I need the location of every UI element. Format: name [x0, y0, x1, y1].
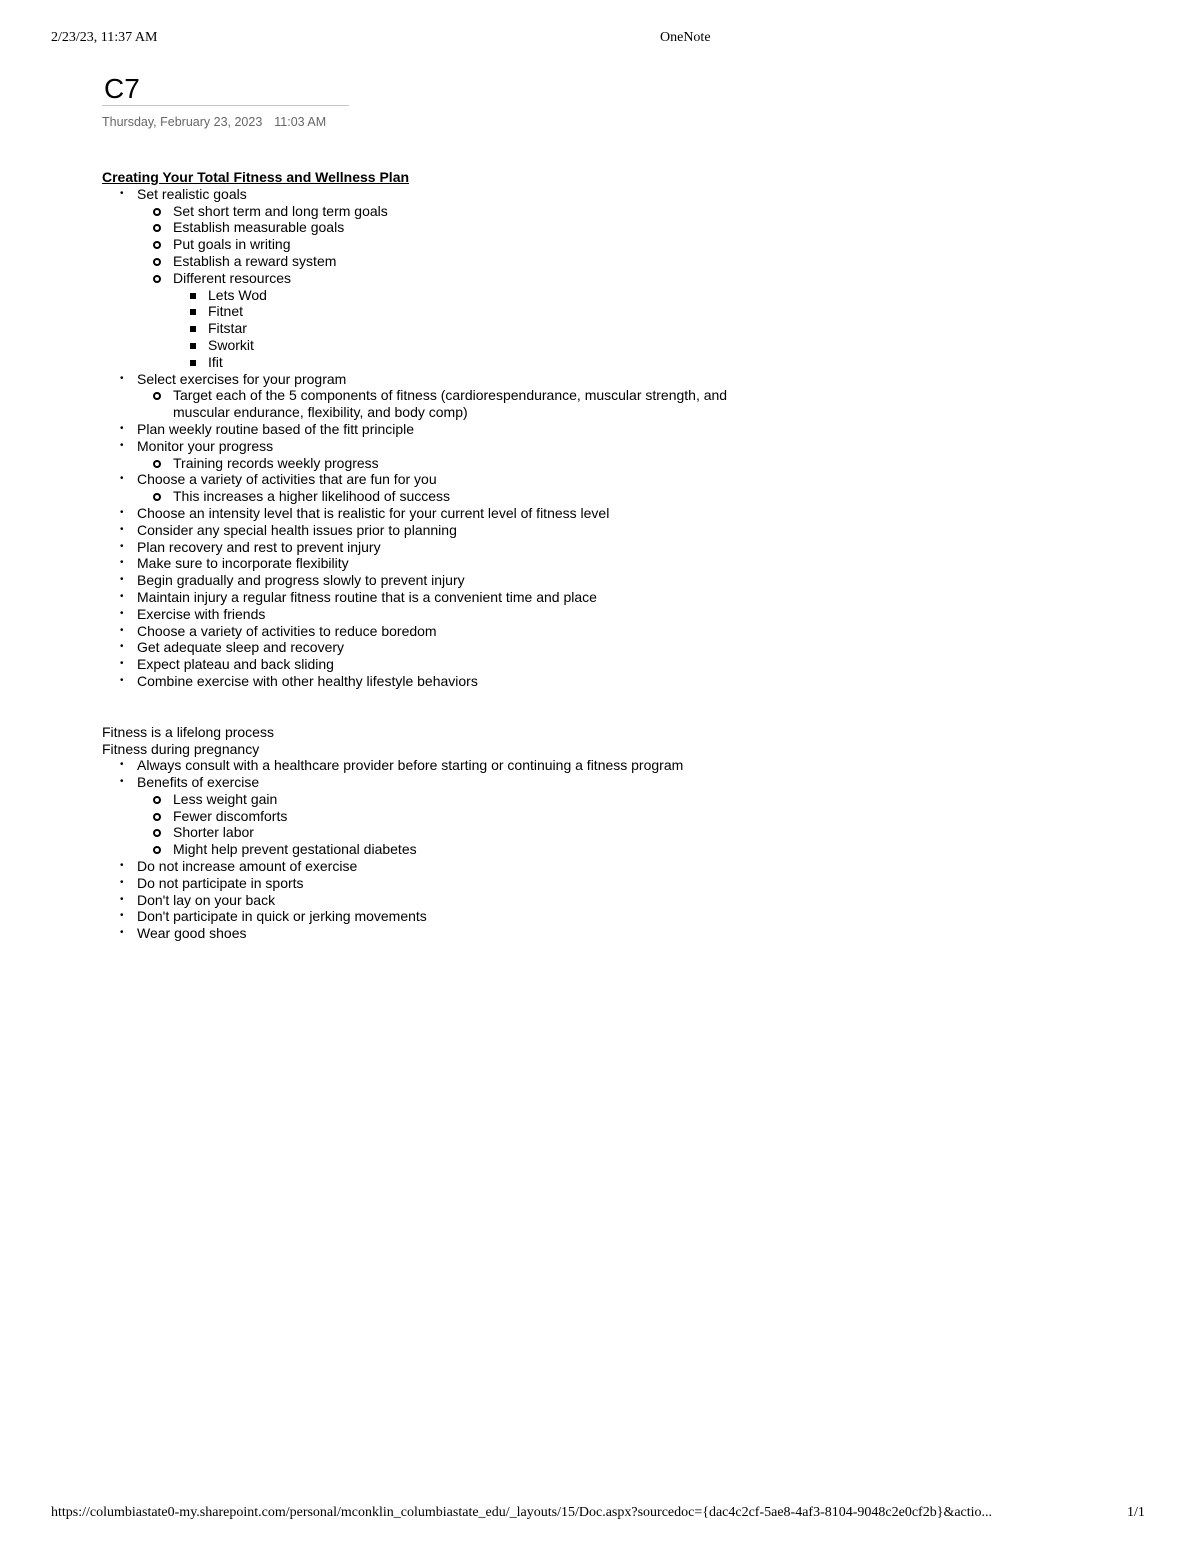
list-item: • Get adequate sleep and recovery: [102, 639, 742, 656]
sub-list: [137, 387, 742, 421]
pregnancy-heading: Fitness during pregnancy: [102, 740, 260, 757]
list-item: • Do not participate in sports: [102, 875, 742, 892]
print-header: [0, 30, 1200, 50]
note-content: [102, 169, 742, 942]
list-item: • Begin gradually and progress slowly to prevent injury: [102, 572, 742, 589]
list-item: • Choose a variety of activities that are fun for you This increases a higher likelihood of success: [102, 471, 742, 505]
section-heading: Creating Your Total Fitness and Wellness Plan: [102, 169, 410, 185]
paragraph-spacer: [102, 690, 742, 724]
list-item: • Choose an intensity level that is realistic for your current level of fitness level: [102, 505, 742, 522]
list-item: Training records weekly progress: [137, 455, 742, 472]
list-item: • Don't participate in quick or jerking movements: [102, 908, 742, 925]
title-divider: [102, 105, 349, 106]
list-item: Set short term and long term goals: [137, 203, 742, 220]
pregnancy-list: [102, 757, 742, 942]
list-item: Ifit: [173, 354, 742, 371]
lifelong-line: Fitness is a lifelong process: [102, 723, 274, 740]
list-item: • Combine exercise with other healthy lifestyle behaviors: [102, 673, 742, 690]
list-item: • Maintain injury a regular fitness routine that is a convenient time and place: [102, 589, 742, 606]
page-datetime: [102, 115, 338, 129]
print-app-title: OneNote: [660, 30, 711, 45]
print-footer: [0, 1505, 1200, 1525]
list-item: Might help prevent gestational diabetes: [137, 841, 742, 858]
list-item: Establish measurable goals: [137, 219, 742, 236]
list-item: • Exercise with friends: [102, 606, 742, 623]
page-date: Thursday, February 23, 2023: [102, 115, 263, 129]
list-item: Different resources Lets Wod Fitnet Fitstar Sworkit Ifit: [137, 270, 742, 371]
list-item: • Expect plateau and back sliding: [102, 656, 742, 673]
list-item: Shorter labor: [137, 824, 742, 841]
list-item: • Choose a variety of activities to reduce boredom: [102, 623, 742, 640]
page-title: C7: [104, 73, 140, 104]
list-item: Sworkit: [173, 337, 742, 354]
list-item: • Set realistic goals Set short term and long term goals Establish measurable goals Put goals in writing Establish a reward system Different resources Lets Wod Fitnet Fitstar Sworkit Ifit: [102, 186, 742, 371]
list-item: Put goals in writing: [137, 236, 742, 253]
sub-list: [137, 203, 742, 371]
page-time: 11:03 AM: [274, 115, 327, 129]
sub-list: [137, 455, 742, 472]
list-item: Target each of the 5 components of fitness (cardiorespendurance, muscular strength, and muscular endurance, flexibility, and body comp): [137, 387, 742, 421]
list-item: • Monitor your progress Training records weekly progress: [102, 438, 742, 472]
page-number: 1/1: [1127, 1505, 1145, 1520]
list-item: • Plan weekly routine based of the fitt principle: [102, 421, 742, 438]
resource-list: [173, 287, 742, 371]
list-item: This increases a higher likelihood of success: [137, 488, 742, 505]
list-item: • Plan recovery and rest to prevent injury: [102, 539, 742, 556]
list-item: • Benefits of exercise Less weight gain Fewer discomforts Shorter labor Might help prevent gestational diabetes: [102, 774, 742, 858]
list-item: • Wear good shoes: [102, 925, 742, 942]
list-item: Establish a reward system: [137, 253, 742, 270]
print-datetime: 2/23/23, 11:37 AM: [51, 30, 158, 45]
list-item: Fitnet: [173, 303, 742, 320]
list-item: • Make sure to incorporate flexibility: [102, 555, 742, 572]
list-item: Less weight gain: [137, 791, 742, 808]
list-item: • Do not increase amount of exercise: [102, 858, 742, 875]
list-item: • Select exercises for your program Target each of the 5 components of fitness (cardiorespendurance, muscular strength, and muscular endurance, flexibility, and body comp): [102, 371, 742, 421]
list-item: Lets Wod: [173, 287, 742, 304]
list-item: • Don't lay on your back: [102, 892, 742, 909]
list-item: • Consider any special health issues prior to planning: [102, 522, 742, 539]
list-item: Fewer discomforts: [137, 808, 742, 825]
page-url: https://columbiastate0-my.sharepoint.com/personal/mconklin_columbiastate_edu/_layouts/15/Doc.aspx?sourcedoc={dac4c2cf-5ae8-4af3-8104-9048c2e0cf2b}&actio...: [51, 1505, 993, 1520]
plan-list: [102, 186, 742, 690]
list-item: • Always consult with a healthcare provider before starting or continuing a fitness program: [102, 757, 742, 774]
list-item: Fitstar: [173, 320, 742, 337]
sub-list: [137, 791, 742, 858]
sub-list: [137, 488, 742, 505]
